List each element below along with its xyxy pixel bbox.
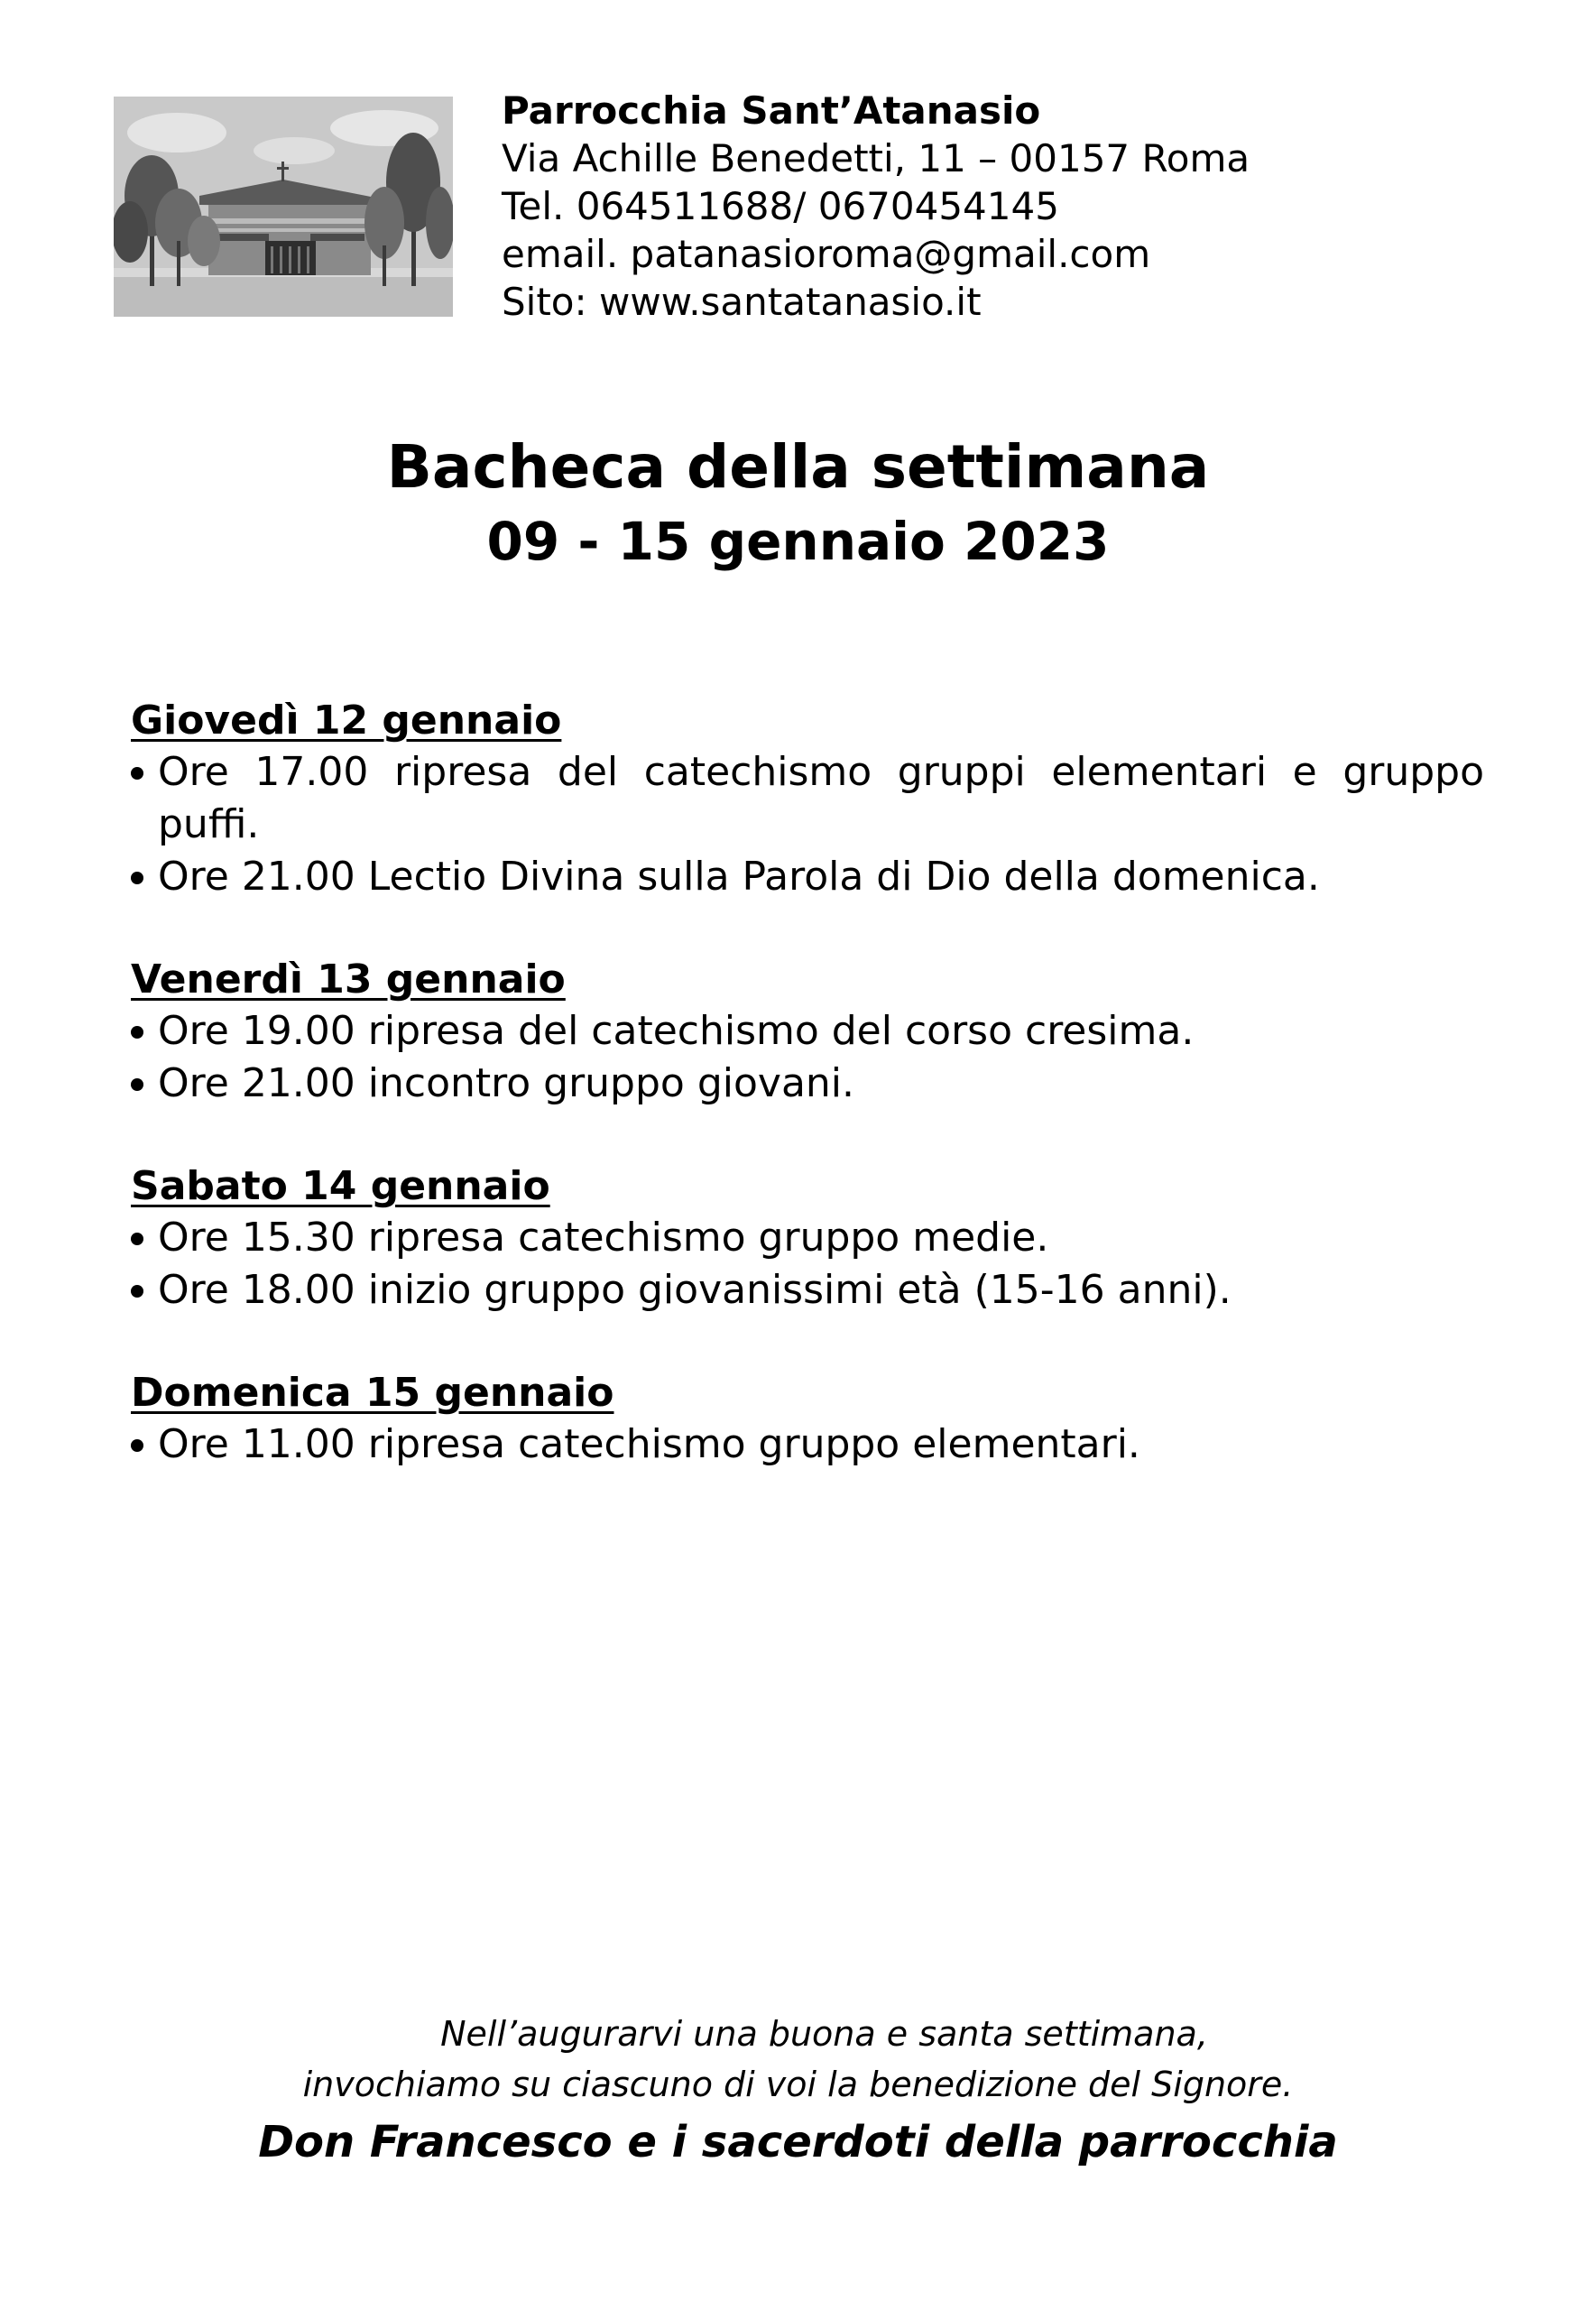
- parish-contact-block: [502, 87, 1494, 326]
- parish-website: Sito: www.santatanasio.it: [502, 280, 982, 324]
- bullet-icon: [131, 1026, 143, 1039]
- weekly-schedule: [131, 695, 1484, 1521]
- greeting-line-2: invochiamo su ciascuno di voi la benedizione del Signore.: [302, 2065, 1294, 2104]
- day-heading: Venerdì 13 gennaio: [131, 956, 566, 1003]
- schedule-event: [131, 1005, 1484, 1058]
- bulletin-title: Bacheca della settimana: [386, 432, 1210, 502]
- day-heading: Sabato 14 gennaio: [131, 1163, 550, 1209]
- schedule-day: [131, 695, 1484, 903]
- event-text: Ore 21.00 Lectio Divina sulla Parola di Dio della domenica.: [158, 854, 1320, 900]
- day-heading: Domenica 15 gennaio: [131, 1370, 614, 1416]
- bullet-icon: [131, 1285, 143, 1298]
- schedule-event: [131, 851, 1484, 903]
- event-text: Ore 21.00 incontro gruppo giovani.: [158, 1060, 854, 1106]
- signature: Don Francesco e i sacerdoti della parrocchia: [258, 2117, 1338, 2167]
- event-text: Ore 18.00 inizio gruppo giovanissimi età (15-16 anni).: [158, 1267, 1232, 1313]
- event-text: Ore 17.00 ripresa del catechismo gruppi elementari e gruppo puffi.: [158, 749, 1484, 847]
- event-text: Ore 11.00 ripresa catechismo gruppo elementari.: [158, 1421, 1140, 1467]
- bulletin-title-block: [0, 431, 1596, 576]
- greeting-line-1: Nell’augurarvi una buona e santa settimana,: [440, 2014, 1208, 2054]
- bullet-icon: [131, 1439, 143, 1452]
- schedule-event: [131, 746, 1484, 851]
- parish-email: email. patanasioroma@gmail.com: [502, 232, 1151, 276]
- schedule-event: [131, 1212, 1484, 1264]
- bullet-icon: [131, 767, 143, 780]
- bullet-icon: [131, 1078, 143, 1091]
- bullet-icon: [131, 872, 143, 884]
- parish-name: Parrocchia Sant’Atanasio: [502, 88, 1041, 133]
- event-text: Ore 19.00 ripresa del catechismo del corso cresima.: [158, 1008, 1195, 1054]
- bullet-icon: [131, 1233, 143, 1245]
- parish-address: Via Achille Benedetti, 11 – 00157 Roma: [502, 136, 1250, 180]
- schedule-day: [131, 954, 1484, 1110]
- bulletin-dates: 09 - 15 gennaio 2023: [486, 511, 1110, 572]
- day-heading: Giovedì 12 gennaio: [131, 698, 562, 744]
- parish-phone: Tel. 064511688/ 0670454145: [502, 184, 1059, 228]
- event-text: Ore 15.30 ripresa catechismo gruppo medie.: [158, 1215, 1049, 1261]
- schedule-event: [131, 1418, 1484, 1471]
- schedule-day: [131, 1367, 1484, 1471]
- closing-greeting: [0, 2009, 1596, 2171]
- church-photo-icon: [114, 97, 453, 317]
- schedule-event: [131, 1264, 1484, 1317]
- schedule-event: [131, 1058, 1484, 1110]
- schedule-day: [131, 1160, 1484, 1317]
